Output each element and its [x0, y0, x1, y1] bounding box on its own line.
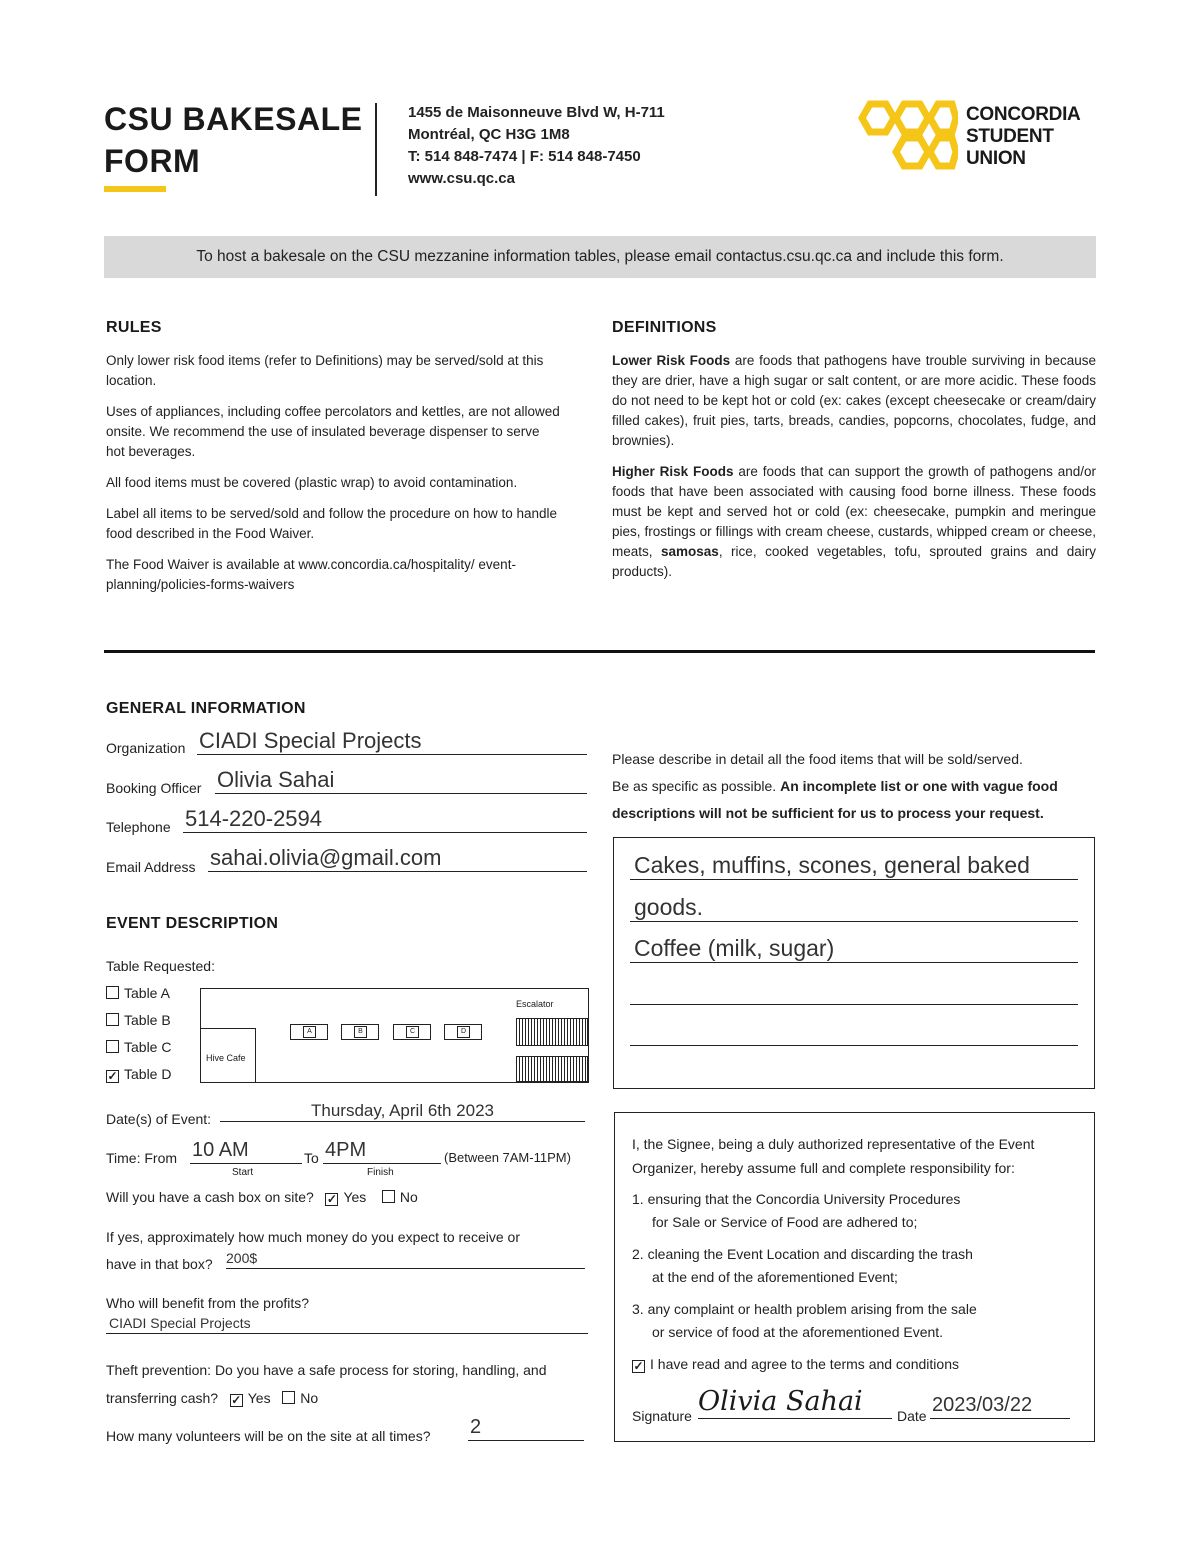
- agreement-item-3a: 3. any complaint or health problem arising from the sale: [632, 1301, 977, 1317]
- organization-field[interactable]: CIADI Special Projects: [197, 728, 587, 755]
- organization-label: Organization: [106, 740, 186, 756]
- address-street: 1455 de Maisonneuve Blvd W, H-711: [408, 104, 665, 121]
- cash-box-no-checkbox[interactable]: [382, 1190, 395, 1203]
- map-table-d: [444, 1024, 482, 1040]
- table-b-checkbox[interactable]: [106, 1013, 119, 1026]
- escalator-up: [516, 1018, 588, 1046]
- logo-line-2: STUDENT: [966, 126, 1054, 147]
- time-to-field[interactable]: 4PM: [323, 1137, 441, 1164]
- benefit-field[interactable]: CIADI Special Projects: [106, 1313, 588, 1334]
- section-divider: [104, 650, 1095, 653]
- table-d-checkbox[interactable]: ✓: [107, 1069, 118, 1083]
- money-question-2: have in that box?: [106, 1256, 213, 1272]
- food-line[interactable]: Cakes, muffins, scones, general baked: [630, 851, 1078, 880]
- title-line-2: FORM: [104, 143, 201, 179]
- address-block: [408, 102, 665, 190]
- definitions-body: [612, 351, 1096, 593]
- cash-box-yes-label: Yes: [343, 1189, 367, 1205]
- theft-no-label: No: [300, 1390, 319, 1406]
- volunteers-question: How many volunteers will be on the site at all times?: [106, 1428, 431, 1444]
- higher-risk-text-a: are foods that can support the growth of pathogens and/or foods that have been associated with causing food borne illness. These foods must be kept and served hot or cold (ex: cheesecake, pumpkin and meringue pies, frostings or fillings with cream cheese, custards, whipped cream or cheese, meats,: [612, 464, 1096, 559]
- cash-box-question: [106, 1189, 418, 1206]
- agreement-item-1b: for Sale or Service of Food are adhered to;: [652, 1214, 918, 1230]
- theft-question-text: transferring cash?: [106, 1390, 219, 1406]
- event-description-heading: EVENT DESCRIPTION: [106, 915, 279, 932]
- signature-label: Signature: [632, 1408, 692, 1424]
- map-table-a-label: A: [303, 1026, 316, 1038]
- theft-question-2: [106, 1390, 318, 1407]
- finish-caption: Finish: [367, 1167, 394, 1178]
- signature-date-label: Date: [897, 1408, 927, 1424]
- higher-risk-text-b: , rice, cooked vegetables, tofu, sprouted grains and dairy products).: [612, 544, 1096, 579]
- table-c-option[interactable]: [106, 1039, 171, 1055]
- agreement-item-2b: at the end of the aforementioned Event;: [652, 1269, 898, 1285]
- telephone-field[interactable]: 514-220-2594: [183, 806, 587, 833]
- email-field[interactable]: sahai.olivia@gmail.com: [208, 845, 587, 872]
- volunteers-field[interactable]: 2: [468, 1414, 584, 1441]
- table-c-label: Table C: [124, 1039, 172, 1055]
- logo-line-1: CONCORDIA: [966, 104, 1081, 125]
- agreement-item-1a: 1. ensuring that the Concordia University Procedures: [632, 1191, 961, 1207]
- map-table-c: [393, 1024, 431, 1040]
- money-question-1: If yes, approximately how much money do you expect to receive or: [106, 1229, 520, 1245]
- address-city: Montréal, QC H3G 1M8: [408, 126, 570, 143]
- map-table-b: [341, 1024, 379, 1040]
- time-to-label: To: [304, 1150, 319, 1166]
- csu-logo-text: [966, 104, 1080, 170]
- food-line[interactable]: Coffee (milk, sugar): [630, 934, 1078, 963]
- rule-item: All food items must be covered (plastic wrap) to avoid contamination.: [106, 475, 518, 490]
- table-a-label: Table A: [124, 985, 170, 1001]
- food-description-box[interactable]: [613, 837, 1095, 1089]
- event-date-field[interactable]: Thursday, April 6th 2023: [220, 1101, 585, 1122]
- food-line[interactable]: [630, 1017, 1078, 1046]
- instruction-banner: To host a bakesale on the CSU mezzanine information tables, please email contactus.csu.qc.ca and include this form.: [104, 236, 1096, 278]
- table-b-option[interactable]: [106, 1012, 171, 1028]
- theft-yes-checkbox[interactable]: ✓: [231, 1393, 242, 1407]
- escalator-down: [516, 1056, 588, 1082]
- money-field[interactable]: 200$: [226, 1248, 585, 1269]
- time-range-note: (Between 7AM-11PM): [444, 1150, 571, 1165]
- food-line[interactable]: goods.: [630, 893, 1078, 922]
- map-table-a: [290, 1024, 328, 1040]
- agreement-item-1: [632, 1188, 960, 1234]
- map-table-d-label: D: [457, 1026, 470, 1038]
- food-instruction-line-2: Be as specific as possible.: [612, 778, 781, 794]
- food-instruction-line: Please describe in detail all the food items that will be sold/served.: [612, 751, 1023, 767]
- honeycomb-icon: [858, 98, 958, 174]
- higher-risk-bold: samosas: [661, 544, 719, 559]
- time-from-field[interactable]: 10 AM: [190, 1137, 302, 1164]
- email-label: Email Address: [106, 859, 196, 875]
- form-title: [104, 98, 362, 182]
- agreement-item-2a: 2. cleaning the Event Location and discarding the trash: [632, 1246, 973, 1262]
- benefit-question: Who will benefit from the profits?: [106, 1295, 310, 1311]
- map-table-c-label: C: [406, 1026, 419, 1038]
- agree-terms-label: I have read and agree to the terms and conditions: [650, 1356, 959, 1372]
- event-date-label: Date(s) of Event:: [106, 1111, 212, 1127]
- table-a-checkbox[interactable]: [106, 986, 119, 999]
- lower-risk-text: are foods that pathogens have trouble surviving in because they are drier, have a high sugar or salt content, or are more acidic. These foods do not need to be kept hot or cold (ex: cakes (except cheesecake or cream/dairy filled cakes), fruit pies, tarts, breads, candies, popcorns, chocolates, fudge, and brownies).: [612, 353, 1096, 448]
- booking-officer-label: Booking Officer: [106, 780, 202, 796]
- agreement-intro: I, the Signee, being a duly authorized representative of the Event Organizer, hereby assume full and complete responsibility for:: [632, 1136, 1035, 1176]
- cash-box-yes-checkbox[interactable]: ✓: [326, 1192, 337, 1206]
- lower-risk-term: Lower Risk Foods: [612, 353, 731, 368]
- theft-no-checkbox[interactable]: [282, 1391, 295, 1404]
- booking-officer-field[interactable]: Olivia Sahai: [215, 767, 587, 794]
- rule-item: The Food Waiver is available at www.concordia.ca/hospitality/ event-planning/policies-forms-waivers: [106, 557, 516, 592]
- logo-line-3: UNION: [966, 148, 1026, 169]
- map-table-b-label: B: [354, 1026, 367, 1038]
- theft-question-1: Theft prevention: Do you have a safe process for storing, handling, and: [106, 1362, 547, 1378]
- agree-terms-option[interactable]: [632, 1356, 959, 1373]
- agreement-item-3: [632, 1298, 977, 1344]
- table-d-option[interactable]: [106, 1066, 171, 1083]
- rule-item: Label all items to be served/sold and follow the procedure on how to handle food described in the Food Waiver.: [106, 506, 558, 541]
- food-line[interactable]: [630, 976, 1078, 1005]
- header-divider: [375, 103, 377, 196]
- table-requested-label: Table Requested:: [106, 958, 215, 974]
- table-b-label: Table B: [124, 1012, 171, 1028]
- definitions-heading: DEFINITIONS: [612, 319, 717, 336]
- food-instruction-bold-2: descriptions will not be sufficient for us to process your request.: [612, 805, 1044, 821]
- title-line-1: CSU BAKESALE: [104, 101, 363, 137]
- rules-list: [106, 351, 594, 606]
- address-phone: T: 514 848-7474 | F: 514 848-7450: [408, 148, 641, 165]
- table-c-checkbox[interactable]: [106, 1040, 119, 1053]
- rule-item: Only lower risk food items (refer to Definitions) may be served/sold at this location.: [106, 353, 544, 388]
- agreement-item-3b: or service of food at the aforementioned Event.: [652, 1324, 944, 1340]
- hive-cafe-label: Hive Cafe: [206, 1053, 246, 1063]
- higher-risk-term: Higher Risk Foods: [612, 464, 734, 479]
- general-info-heading: GENERAL INFORMATION: [106, 700, 306, 717]
- theft-yes-label: Yes: [247, 1390, 271, 1406]
- food-instruction-bold: An incomplete list or one with vague food: [780, 778, 1058, 794]
- agree-terms-checkbox[interactable]: ✓: [633, 1359, 644, 1373]
- address-website[interactable]: www.csu.qc.ca: [408, 170, 515, 187]
- agreement-item-2: [632, 1243, 973, 1289]
- telephone-label: Telephone: [106, 819, 171, 835]
- rules-heading: RULES: [106, 319, 162, 336]
- rule-item: Uses of appliances, including coffee percolators and kettles, are not allowed onsite. We recommend the use of insulated beverage dispenser to serve hot beverages.: [106, 404, 560, 459]
- cash-box-question-text: Will you have a cash box on site?: [106, 1189, 314, 1205]
- food-instructions: [612, 746, 1102, 827]
- table-d-label: Table D: [124, 1066, 172, 1082]
- title-accent-bar: [104, 186, 166, 192]
- time-from-label: Time: From: [106, 1150, 178, 1166]
- signature-date-field[interactable]: 2023/03/22: [930, 1392, 1070, 1419]
- start-caption: Start: [232, 1167, 254, 1178]
- signature-field[interactable]: Olivia Sahai: [698, 1386, 892, 1419]
- table-a-option[interactable]: [106, 985, 170, 1001]
- escalator-label: Escalator: [516, 999, 554, 1009]
- cash-box-no-label: No: [399, 1189, 418, 1205]
